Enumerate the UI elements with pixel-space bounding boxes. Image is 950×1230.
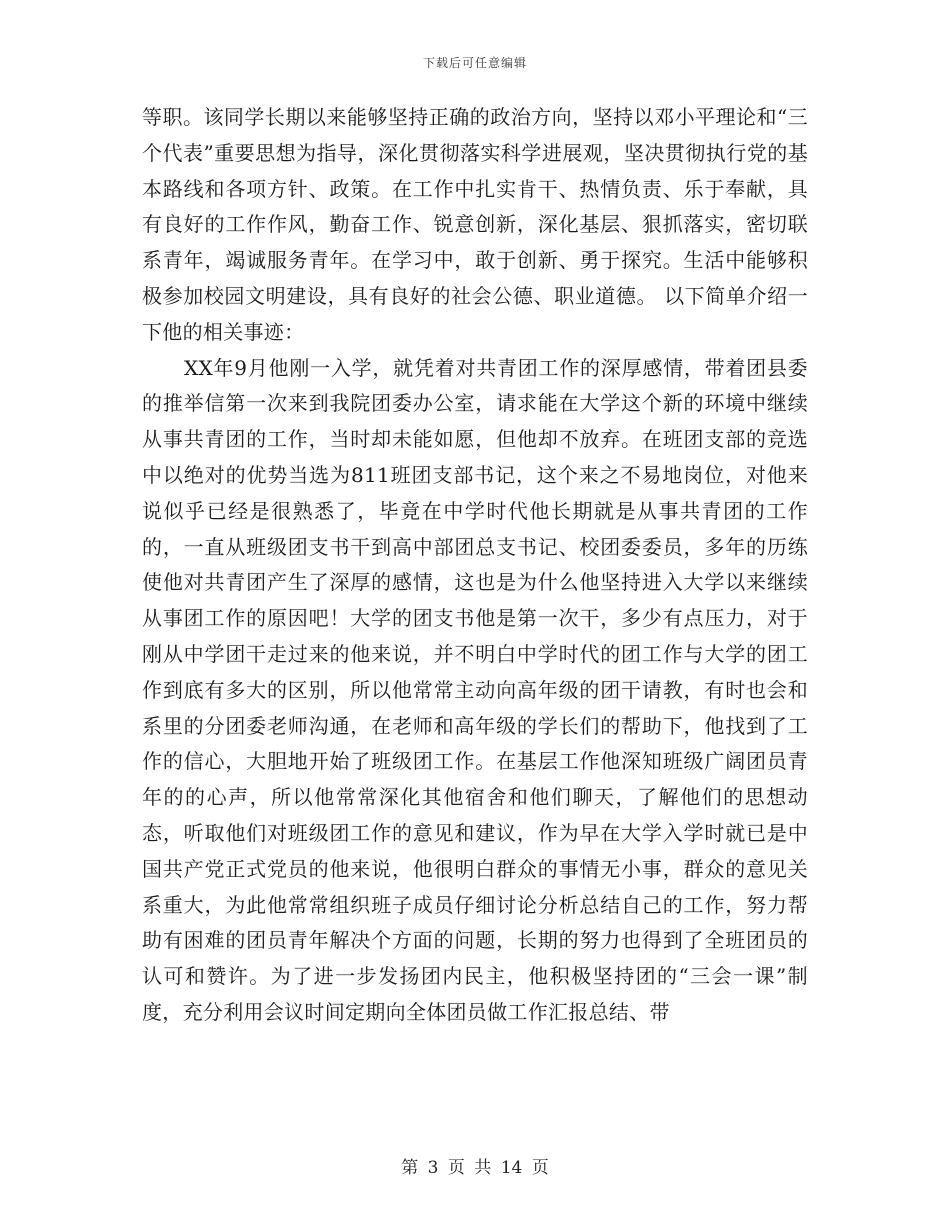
paragraph-1: 等职。该同学长期以来能够坚持正确的政治方向，坚持以邓小平理论和“三个代表”重要思想为指导，深化贯彻落实科学进展观，坚决贯彻执行党的基本路线和各项方针、政策。在工作中扎实肯干、热情负责、乐于奉献，具有良好的工作作风，勤奋工作、锐意创新，深化基层、狠抓落实，密切联系青年，竭诚服务青年。在学习中，敢于创新、勇于探究。生活中能够积极参加校园文明建设，具有良好的社会公德、职业道德。 以下简单介绍一下他的相关事迹： [142,105,808,344]
page-header: 下载后可任意编辑 [422,56,527,70]
page-number: 第 3 页 共 14 页 [401,1158,549,1178]
paragraph-2: XX年9月他刚一入学，就凭着对共青团工作的深厚感情，带着团县委的推举信第一次来到我院团委办公室，请求能在大学这个新的环境中继续从事共青团的工作，当时却未能如愿，但他却不放弃。在班团支部的竞选中以绝对的优势当选为811班团支部书记，这个来之不易地岗位，对他来说似乎已经是很熟悉了，毕竟在中学时代他长期就是从事共青团的工作的，一直从班级团支书干到高中部团总支书记、校团委委员，多年的历练使他对共青团产生了深厚的感情，这也是为什么他坚持进入大学以来继续从事团工作的原因吧！大学的团支书他是第一次干，多少有点压力，对于刚从中学团干走过来的他来说，并不明白中学时代的团工作与大学的团工作到底有多大的区别，所以他常常主动向高年级的团干请教，有时也会和系里的分团委老师沟通，在老师和高年级的学长们的帮助下，他找到了工作的信心，大胆地开始了班级团工作。在基层工作他深知班级广阔团员青年的的心声，所以他常常深化其他宿舍和他们聊天，了解他们的思想动态，听取他们对班级团工作的意见和建议，作为早在大学入学时就已是中国共产党正式党员的他来说，他很明白群众的事情无小事，群众的意见关系重大，为此他常常组织班子成员仔细讨论分析总结自己的工作，努力帮助有困难的团员青年解决个方面的问题，长期的努力也得到了全班团员的认可和赞许。为了进一步发扬团内民主，他积极坚持团的“三会一课”制度，充分利用会议时间定期向全体团员做工作汇报总结、带 [142,355,808,1024]
document-body [142,100,808,1031]
